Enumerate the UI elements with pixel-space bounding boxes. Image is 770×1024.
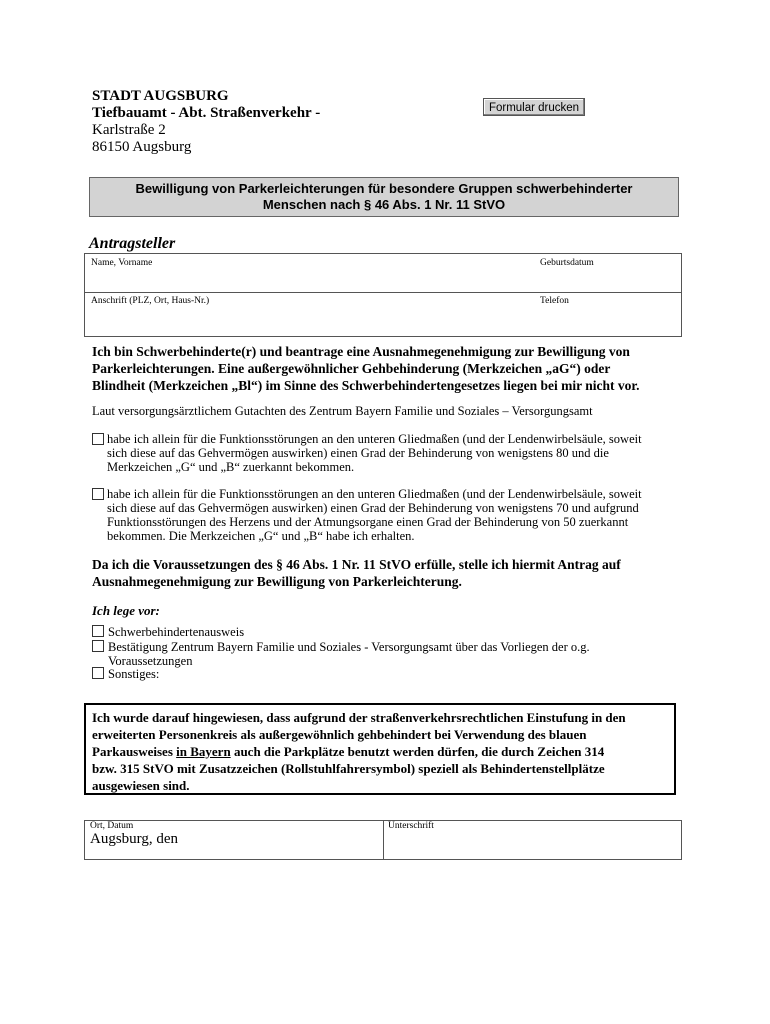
attachment1-label: Schwerbehindertenausweis <box>108 625 245 639</box>
phone-label: Telefon <box>540 296 569 306</box>
form-title-line1: Bewilligung von Parkerleichterungen für besondere Gruppen schwerbehinderter <box>135 181 633 196</box>
option1-checkbox[interactable] <box>92 433 104 445</box>
request-text <box>92 556 621 590</box>
attachment2-label <box>108 640 590 668</box>
option2-line: Funktionsstörungen des Herzens und der Atmungsorgane einen Grad der Behinderung von 50 zuerkannt <box>107 515 629 529</box>
name-input[interactable] <box>91 272 521 288</box>
option1-text <box>107 432 642 474</box>
notice-box <box>84 703 676 795</box>
request-line: Ausnahmegenehmigung zur Bewilligung von Parkerleichterung. <box>92 574 462 589</box>
signature-label: Unterschrift <box>388 821 434 831</box>
birthdate-input[interactable] <box>540 272 670 288</box>
option2-text <box>107 487 642 543</box>
signature-divider <box>383 820 384 860</box>
attachment3-label: Sonstiges: <box>108 667 160 681</box>
place-date-value: Augsburg, den <box>90 831 179 847</box>
request-line: Da ich die Voraussetzungen des § 46 Abs. 1 Nr. 11 StVO erfülle, stelle ich hiermit Antrag auf <box>92 557 621 572</box>
attachment2-line: Bestätigung Zentrum Bayern Familie und Soziales - Versorgungsamt über das Vorliegen der o.g. <box>108 640 590 654</box>
form-title-box <box>89 177 679 217</box>
notice-line: Ich wurde darauf hingewiesen, dass aufgrund der straßenverkehrsrechtlichen Einstufung in den <box>92 710 626 725</box>
attachment2-line: Voraussetzungen <box>108 654 193 668</box>
attachment3-checkbox[interactable] <box>92 667 104 679</box>
applicant-divider <box>85 292 681 293</box>
notice-underlined-text: in Bayern <box>176 744 231 759</box>
address-input[interactable] <box>91 312 521 330</box>
option2-line: bekommen. Die Merkzeichen „G“ und „B“ habe ich erhalten. <box>107 529 415 543</box>
option2-checkbox[interactable] <box>92 488 104 500</box>
notice-line <box>92 743 668 760</box>
option1-line: Merkzeichen „G“ und „B“ zuerkannt bekommen. <box>107 460 355 474</box>
declaration-line: Ich bin Schwerbehinderte(r) und beantrage eine Ausnahmegenehmigung zur Bewilligung von <box>92 344 630 359</box>
notice-text: auch die Parkplätze benutzt werden dürfen, die durch Zeichen 314 <box>230 744 605 759</box>
declaration-line: Blindheit (Merkzeichen „Bl“) im Sinne des Schwerbehindertengesetzes liegen bei mir nicht vor. <box>92 378 640 393</box>
place-date-label: Ort, Datum <box>90 821 134 831</box>
applicant-heading: Antragsteller <box>89 235 176 252</box>
date-input[interactable] <box>186 832 376 850</box>
attachment2-checkbox[interactable] <box>92 640 104 652</box>
applicant-box <box>84 253 682 337</box>
print-form-button[interactable]: Formular drucken <box>483 98 585 116</box>
phone-input[interactable] <box>540 312 670 330</box>
notice-text: Parkausweises <box>92 744 177 759</box>
declaration-text <box>92 343 639 394</box>
department-name: Tiefbauamt - Abt. Straßenverkehr - <box>92 105 321 121</box>
option2-line: sich diese auf das Gehvermögen auswirken) einen Grad der Behinderung von wenigstens 70 und aufgrund <box>107 501 639 515</box>
notice-line: erweiterten Personenkreis als außergewöhnlich gehbehindert bei Verwendung des blauen <box>92 727 587 742</box>
report-intro: Laut versorgungsärztlichem Gutachten des Zentrum Bayern Familie und Soziales – Versorgungsamt <box>92 404 593 418</box>
notice-line: bzw. 315 StVO mit Zusatzzeichen (Rollstuhlfahrersymbol) speziell als Behindertenstellplätze <box>92 761 605 776</box>
birthdate-label: Geburtsdatum <box>540 258 594 268</box>
other-attachment-input[interactable] <box>170 666 570 681</box>
attachment1-checkbox[interactable] <box>92 625 104 637</box>
declaration-line: Parkerleichterungen. Eine außergewöhnlicher Gehbehinderung (Merkzeichen „aG“) oder <box>92 361 611 376</box>
org-name: STADT AUGSBURG <box>92 88 229 104</box>
notice-line: ausgewiesen sind. <box>92 778 190 793</box>
option2-line: habe ich allein für die Funktionsstörungen an den unteren Gliedmaßen (und der Lendenwirbelsäule, soweit <box>107 487 642 501</box>
city-address: 86150 Augsburg <box>92 139 192 155</box>
attachments-heading: Ich lege vor: <box>92 603 160 618</box>
form-title-line2: Menschen nach § 46 Abs. 1 Nr. 11 StVO <box>262 197 506 212</box>
option1-line: habe ich allein für die Funktionsstörungen an den unteren Gliedmaßen (und der Lendenwirbelsäule, soweit <box>107 432 642 446</box>
address-label: Anschrift (PLZ, Ort, Haus-Nr.) <box>91 296 210 306</box>
name-label: Name, Vorname <box>91 258 153 268</box>
street-address: Karlstraße 2 <box>92 122 166 138</box>
option1-line: sich diese auf das Gehvermögen auswirken) einen Grad der Behinderung von wenigstens 80 und die <box>107 446 609 460</box>
